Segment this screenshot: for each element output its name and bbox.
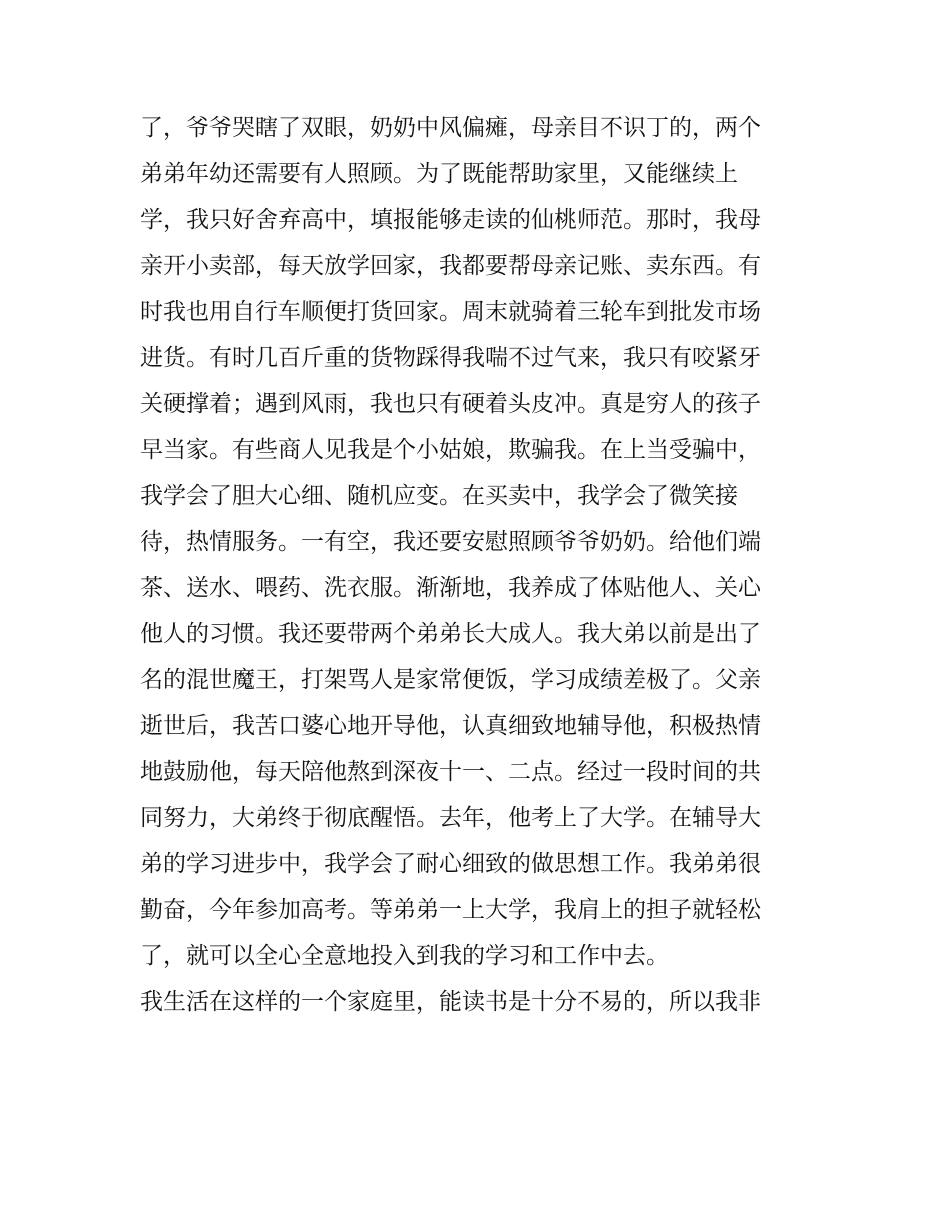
text-line: 了，爷爷哭瞎了双眼，奶奶中风偏瘫，母亲目不识丁的，两个 (140, 115, 761, 141)
text-line: 地鼓励他，每天陪他熬到深夜十一、二点。经过一段时间的共 (140, 759, 761, 785)
text-line: 我学会了胆大心细、随机应变。在买卖中，我学会了微笑接 (140, 483, 738, 509)
text-line: 关硬撑着；遇到风雨，我也只有硬着头皮冲。真是穷人的孩子 (140, 391, 761, 417)
text-line: 早当家。有些商人见我是个小姑娘，欺骗我。在上当受骗中， (140, 437, 761, 463)
text-line: 弟弟年幼还需要有人照顾。为了既能帮助家里，又能继续上 (140, 161, 738, 187)
text-line: 同努力，大弟终于彻底醒悟。去年，他考上了大学。在辅导大 (140, 805, 761, 831)
text-line: 进货。有时几百斤重的货物踩得我喘不过气来，我只有咬紧牙 (140, 345, 761, 371)
text-line: 弟的学习进步中，我学会了耐心细致的做思想工作。我弟弟很 (140, 851, 761, 877)
text-line: 勤奋，今年参加高考。等弟弟一上大学，我肩上的担子就轻松 (140, 897, 761, 923)
text-line: 亲开小卖部，每天放学回家，我都要帮母亲记账、卖东西。有 (140, 253, 761, 279)
text-line: 名的混世魔王，打架骂人是家常便饭，学习成绩差极了。父亲 (140, 667, 761, 693)
text-line: 茶、送水、喂药、洗衣服。渐渐地，我养成了体贴他人、关心 (140, 575, 761, 601)
text-line: 了，就可以全心全意地投入到我的学习和工作中去。 (140, 943, 669, 969)
text-line: 学，我只好舍弃高中，填报能够走读的仙桃师范。那时，我母 (140, 207, 761, 233)
text-line: 时我也用自行车顺便打货回家。周末就骑着三轮车到批发市场 (140, 299, 761, 325)
text-line: 我生活在这样的一个家庭里，能读书是十分不易的，所以我非 (140, 989, 761, 1015)
text-line: 逝世后，我苦口婆心地开导他，认真细致地辅导他，积极热情 (140, 713, 761, 739)
text-line: 他人的习惯。我还要带两个弟弟长大成人。我大弟以前是出了 (140, 621, 761, 647)
text-line: 待，热情服务。一有空，我还要安慰照顾爷爷奶奶。给他们端 (140, 529, 761, 555)
